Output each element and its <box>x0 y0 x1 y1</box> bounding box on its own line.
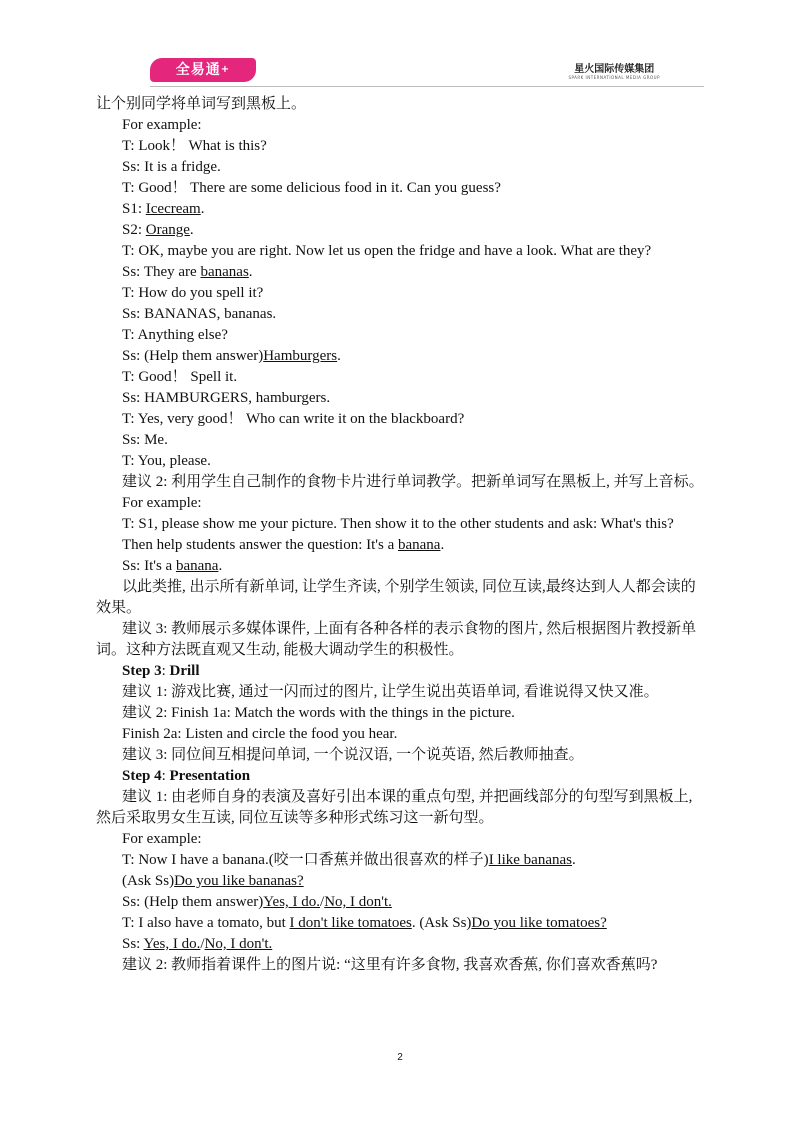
brand-subtitle: SPARK INTERNATIONAL MEDIA GROUP <box>568 75 660 80</box>
text-segment: 以此类推, 出示所有新单词, 让学生齐读, 个别学生领读, 同位互读,最终达到人人都会读的效果。 <box>96 579 696 616</box>
text-segment: T: Now I have a banana.(咬一口香蕉并做出很喜欢的样子) <box>122 852 489 868</box>
text-segment: Ss: HAMBURGERS, hamburgers. <box>122 390 331 406</box>
underlined-text: I don't like tomatoes <box>289 915 412 931</box>
text-line <box>96 913 708 934</box>
underlined-text: Yes, I do. <box>143 936 201 952</box>
text-line <box>96 451 708 472</box>
text-segment: T: OK, maybe you are right. Now let us open the fridge and have a look. What are they? <box>122 243 652 259</box>
header-rule <box>150 86 704 87</box>
text-line <box>96 199 708 220</box>
text-line <box>96 619 708 661</box>
text-line <box>96 430 708 451</box>
bold-text: Step 3 <box>122 663 162 679</box>
text-line <box>96 94 708 115</box>
underlined-text: Yes, I do. <box>263 894 321 910</box>
text-segment: . <box>572 852 576 868</box>
text-segment: . <box>189 222 194 238</box>
document-body <box>96 94 708 976</box>
text-segment: (Ask Ss) <box>122 873 175 889</box>
text-segment: 建议 3: 教师展示多媒体课件, 上面有各种各样的表示食物的图片, 然后根据图片教授新单词。这种方法既直观又生动, 能极大调动学生的积极性。 <box>96 621 697 658</box>
text-line <box>96 745 708 766</box>
text-segment: . <box>337 348 341 364</box>
text-line <box>96 871 708 892</box>
logo-spark-icon: + <box>220 64 231 75</box>
publisher-logo <box>150 58 256 82</box>
text-segment: . <box>218 558 223 574</box>
text-segment: T: How do you spell it? <box>122 285 264 301</box>
text-segment: : <box>161 663 170 679</box>
text-segment: For example: <box>122 831 202 847</box>
text-segment: Ss: (Help them answer) <box>122 894 264 910</box>
page-number: 2 <box>397 1052 403 1063</box>
bold-text: Drill <box>169 663 200 679</box>
text-segment: . (Ask Ss) <box>411 915 472 931</box>
text-segment: 让个别同学将单词写到黑板上。 <box>96 96 307 112</box>
text-line <box>96 178 708 199</box>
text-segment: . <box>200 201 205 217</box>
text-segment: Ss: It is a fridge. <box>122 159 221 175</box>
text-line <box>96 241 708 262</box>
text-segment: 建议 2: Finish 1a: Match the words with the things in the picture. <box>122 705 515 721</box>
bold-text: Step 4 <box>122 768 162 784</box>
underlined-text: Hamburgers <box>263 348 338 364</box>
brand-block <box>568 60 660 80</box>
text-line <box>96 304 708 325</box>
text-segment: T: I also have a tomato, but <box>122 915 290 931</box>
brand-name: 星火国际传媒集团 <box>574 64 655 75</box>
text-segment: T: Anything else? <box>122 327 228 343</box>
underlined-text: banana <box>397 537 441 553</box>
text-segment: 建议 1: 游戏比赛, 通过一闪而过的图片, 让学生说出英语单词, 看谁说得又快又准。 <box>122 684 659 700</box>
text-segment: . <box>440 537 445 553</box>
underlined-text: banana <box>175 558 219 574</box>
text-segment: Ss: Me. <box>122 432 168 448</box>
text-segment: For example: <box>122 117 202 133</box>
text-line <box>96 493 708 514</box>
text-segment: : <box>161 768 170 784</box>
text-segment: . <box>248 264 253 280</box>
text-segment: T: Look！ What is this? <box>122 138 267 154</box>
text-segment: For example: <box>122 495 202 511</box>
text-segment: Ss: They are <box>122 264 201 280</box>
text-segment: T: Yes, very good！ Who can write it on the blackboard? <box>122 411 465 427</box>
text-segment: T: You, please. <box>122 453 211 469</box>
text-segment: / <box>320 894 325 910</box>
page-header <box>0 0 800 90</box>
text-line <box>96 157 708 178</box>
text-line <box>96 577 708 619</box>
underlined-text: Icecream <box>145 201 201 217</box>
text-segment: Ss: <box>122 936 144 952</box>
text-line <box>96 388 708 409</box>
text-line <box>96 934 708 955</box>
text-line <box>96 367 708 388</box>
underlined-text: No, I don't. <box>324 894 392 910</box>
text-line <box>96 346 708 367</box>
underlined-text: Orange <box>145 222 190 238</box>
text-segment: S2: <box>122 222 146 238</box>
text-segment: T: S1, please show me your picture. Then show it to the other students and ask: What's this? <box>122 516 674 532</box>
text-line <box>96 535 708 556</box>
bold-text: Presentation <box>169 768 251 784</box>
text-segment: Ss: BANANAS, bananas. <box>122 306 277 322</box>
underlined-text: bananas <box>200 264 249 280</box>
text-line <box>96 409 708 430</box>
text-segment: S1: <box>122 201 146 217</box>
text-line <box>96 556 708 577</box>
text-line <box>96 892 708 913</box>
text-line <box>96 115 708 136</box>
underlined-text: Do you like bananas? <box>174 873 304 889</box>
text-line <box>96 262 708 283</box>
text-line <box>96 850 708 871</box>
text-line <box>96 766 708 787</box>
underlined-text: Do you like tomatoes? <box>471 915 607 931</box>
text-line <box>96 703 708 724</box>
text-segment: Then help students answer the question: It's a <box>122 537 398 553</box>
text-line <box>96 325 708 346</box>
text-line <box>96 787 708 829</box>
underlined-text: No, I don't. <box>204 936 273 952</box>
text-segment: 建议 2: 利用学生自己制作的食物卡片进行单词教学。把新单词写在黑板上, 并写上音标。 <box>122 474 704 490</box>
text-segment: Finish 2a: Listen and circle the food you hear. <box>122 726 398 742</box>
text-segment: / <box>200 936 205 952</box>
text-line <box>96 829 708 850</box>
text-line <box>96 514 708 535</box>
text-segment: 建议 3: 同位间互相提问单词, 一个说汉语, 一个说英语, 然后教师抽查。 <box>122 747 584 763</box>
text-line <box>96 661 708 682</box>
logo-text: 全易通 <box>175 62 221 78</box>
text-segment: T: Good！ There are some delicious food in it. Can you guess? <box>122 180 501 196</box>
text-line <box>96 472 708 493</box>
text-line <box>96 283 708 304</box>
text-line <box>96 682 708 703</box>
text-segment: Ss: It's a <box>122 558 176 574</box>
text-line <box>96 136 708 157</box>
text-segment: T: Good！ Spell it. <box>122 369 238 385</box>
text-line <box>96 220 708 241</box>
text-segment: Ss: (Help them answer) <box>122 348 264 364</box>
underlined-text: I like bananas <box>488 852 572 868</box>
text-line <box>96 724 708 745</box>
text-segment: 建议 2: 教师指着课件上的图片说: “这里有许多食物, 我喜欢香蕉, 你们喜欢香蕉吗? <box>122 957 658 973</box>
text-segment: 建议 1: 由老师自身的表演及喜好引出本课的重点句型, 并把画线部分的句型写到黑板上, 然后采取男女生互读, 同位互读等多种形式练习这一新句型。 <box>96 789 693 826</box>
text-line <box>96 955 708 976</box>
